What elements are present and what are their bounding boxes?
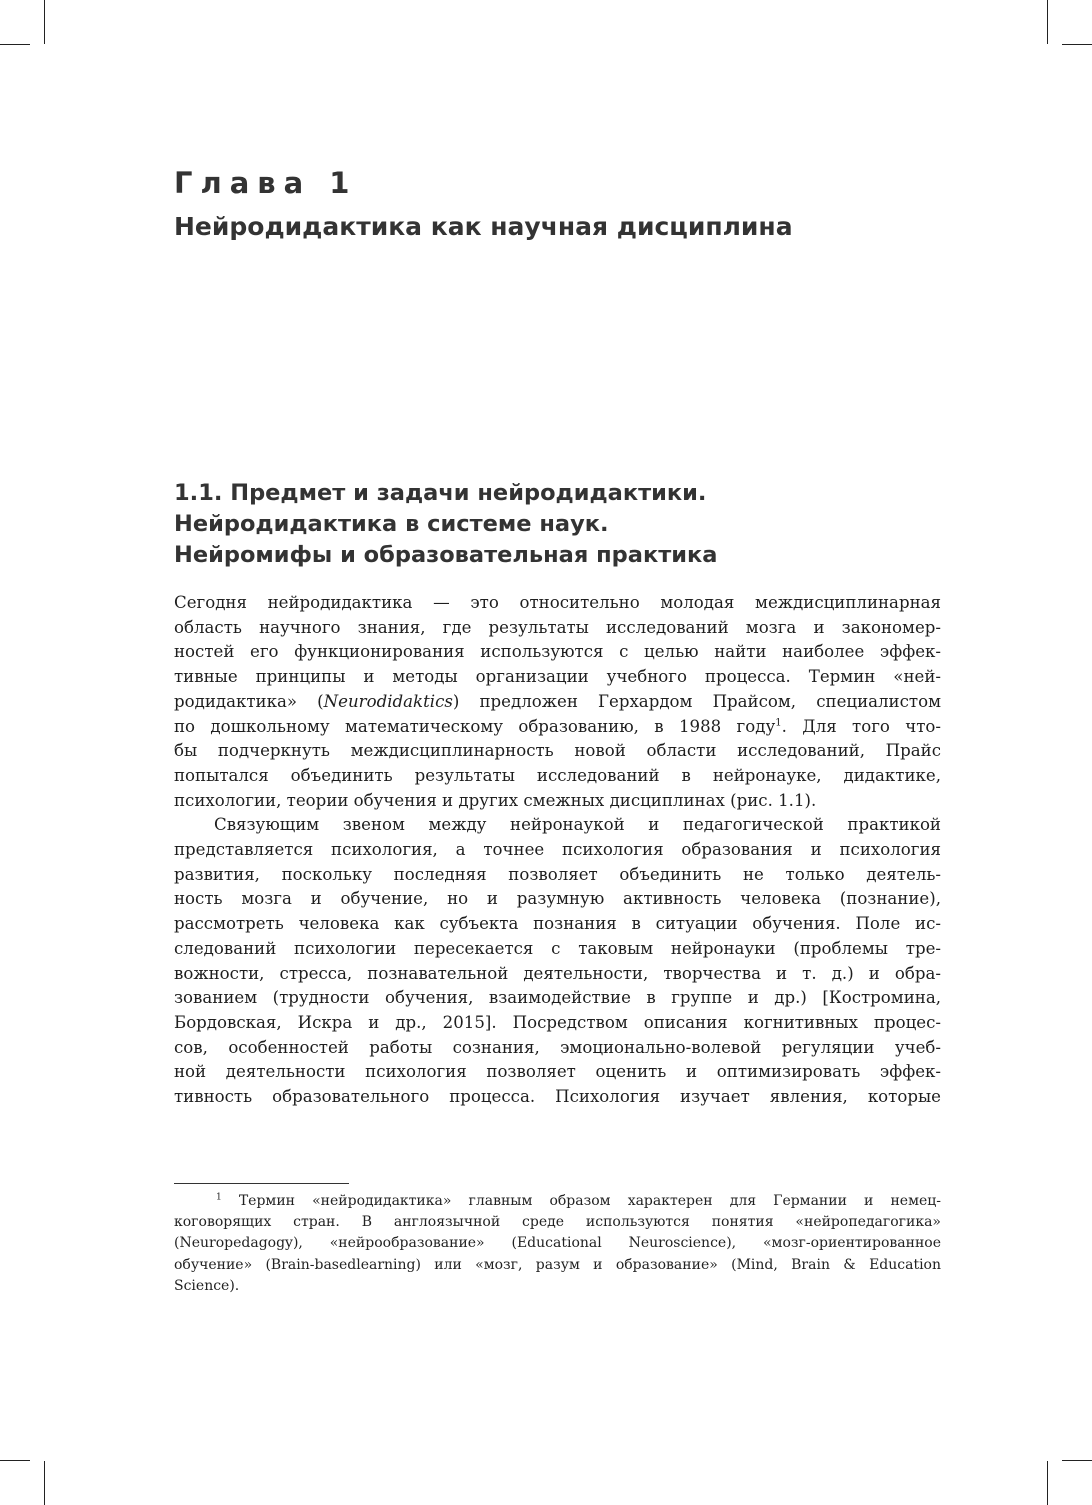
text-line: вожности, стресса, познавательной деятельности, творчества и т. д.) и обра-	[174, 963, 941, 983]
text-line: тивность образовательного процесса. Психология изучает явления, которые	[174, 1087, 941, 1107]
footnote-line	[174, 1191, 941, 1212]
body-text	[174, 591, 941, 1110]
text-fragment: Термин «нейродидактика» главным образом характерен для Германии и немец-	[221, 1193, 941, 1209]
text-line: тивные принципы и методы организации учебного процесса. Термин «ней-	[174, 667, 941, 687]
crop-mark	[0, 1460, 30, 1461]
text-fragment: по дошкольному математическому образованию, в 1988 году	[174, 716, 776, 736]
crop-mark	[0, 44, 30, 45]
text-fragment: ) предложен Герхардом Прайсом, специалистом	[452, 691, 941, 711]
italic-term: Neurodidaktics	[323, 691, 453, 711]
text-line: Сегодня нейродидактика — это относительно молодая междисциплинарная	[174, 593, 941, 612]
crop-mark	[1047, 0, 1048, 44]
text-line: область научного знания, где результаты исследований мозга и закономер-	[174, 617, 941, 637]
text-line: ностей его функционирования используются с целью найти наиболее эффек-	[174, 642, 941, 662]
footnote-line: (Neuropedagogy), «нейрообразование» (Educational Neuroscience), «мозг-ориентированное	[174, 1235, 941, 1252]
footnote	[174, 1191, 941, 1297]
text-line: психологии, теории обучения и других смежных дисциплинах (рис. 1.1).	[174, 790, 817, 810]
crop-mark	[44, 0, 45, 44]
footnote-line: Science).	[174, 1277, 240, 1294]
crop-mark	[1047, 1461, 1048, 1505]
text-line: следований психологии пересекается с таковым нейронауки (проблемы тре-	[174, 938, 941, 958]
footnote-line: коговорящих стран. В англоязычной среде используются понятия «нейропедагогика»	[174, 1214, 941, 1231]
footnote-divider	[174, 1183, 349, 1184]
text-line: зованием (трудности обучения, взаимодействие в группе и др.) [Костромина,	[174, 988, 941, 1008]
text-line	[174, 715, 941, 740]
footnote-line: обучение» (Brain-basedlearning) или «мозг, разум и образование» (Mind, Brain & Education	[174, 1256, 941, 1273]
crop-mark	[44, 1461, 45, 1505]
text-line: попытался объединить результаты исследований в нейронауке, дидактике,	[174, 765, 941, 785]
text-line: представляется психология, а точнее психология образования и психология	[174, 840, 941, 860]
section-title	[174, 478, 954, 571]
text-line: развития, поскольку последняя позволяет объединить не только деятель-	[174, 864, 941, 884]
text-line: сов, особенностей работы сознания, эмоционально-волевой регуляции учеб-	[174, 1037, 941, 1057]
text-line: Связующим звеном между нейронаукой и педагогической практикой	[214, 815, 941, 835]
section-title-line: Нейродидактика в системе наук.	[174, 511, 609, 537]
text-line: ной деятельности психология позволяет оценить и оптимизировать эффек-	[174, 1062, 941, 1082]
text-line	[174, 690, 941, 715]
crop-mark	[1062, 44, 1092, 45]
text-fragment: . Для того что-	[781, 716, 941, 736]
footnote-marker: 1	[216, 1192, 222, 1203]
text-line: рассмотреть человека как субъекта познания в ситуации обучения. Поле ис-	[174, 914, 941, 934]
section-title-line: Нейромифы и образовательная практика	[174, 542, 718, 568]
text-line: ность мозга и обучение, но и разумную активность человека (познание),	[174, 889, 941, 909]
text-fragment: родидактика» (	[174, 691, 324, 711]
section-title-line: 1.1. Предмет и задачи нейродидактики.	[174, 480, 707, 506]
text-line: бы подчеркнуть междисциплинарность новой области исследований, Прайс	[174, 741, 941, 761]
text-line: Бордовская, Искра и др., 2015]. Посредством описания когнитивных процес-	[174, 1012, 941, 1032]
chapter-title: Нейродидактика как научная дисциплина	[174, 212, 793, 241]
crop-mark	[1062, 1460, 1092, 1461]
footnote-ref[interactable]: 1	[775, 716, 782, 728]
chapter-label: Глава 1	[174, 166, 358, 200]
